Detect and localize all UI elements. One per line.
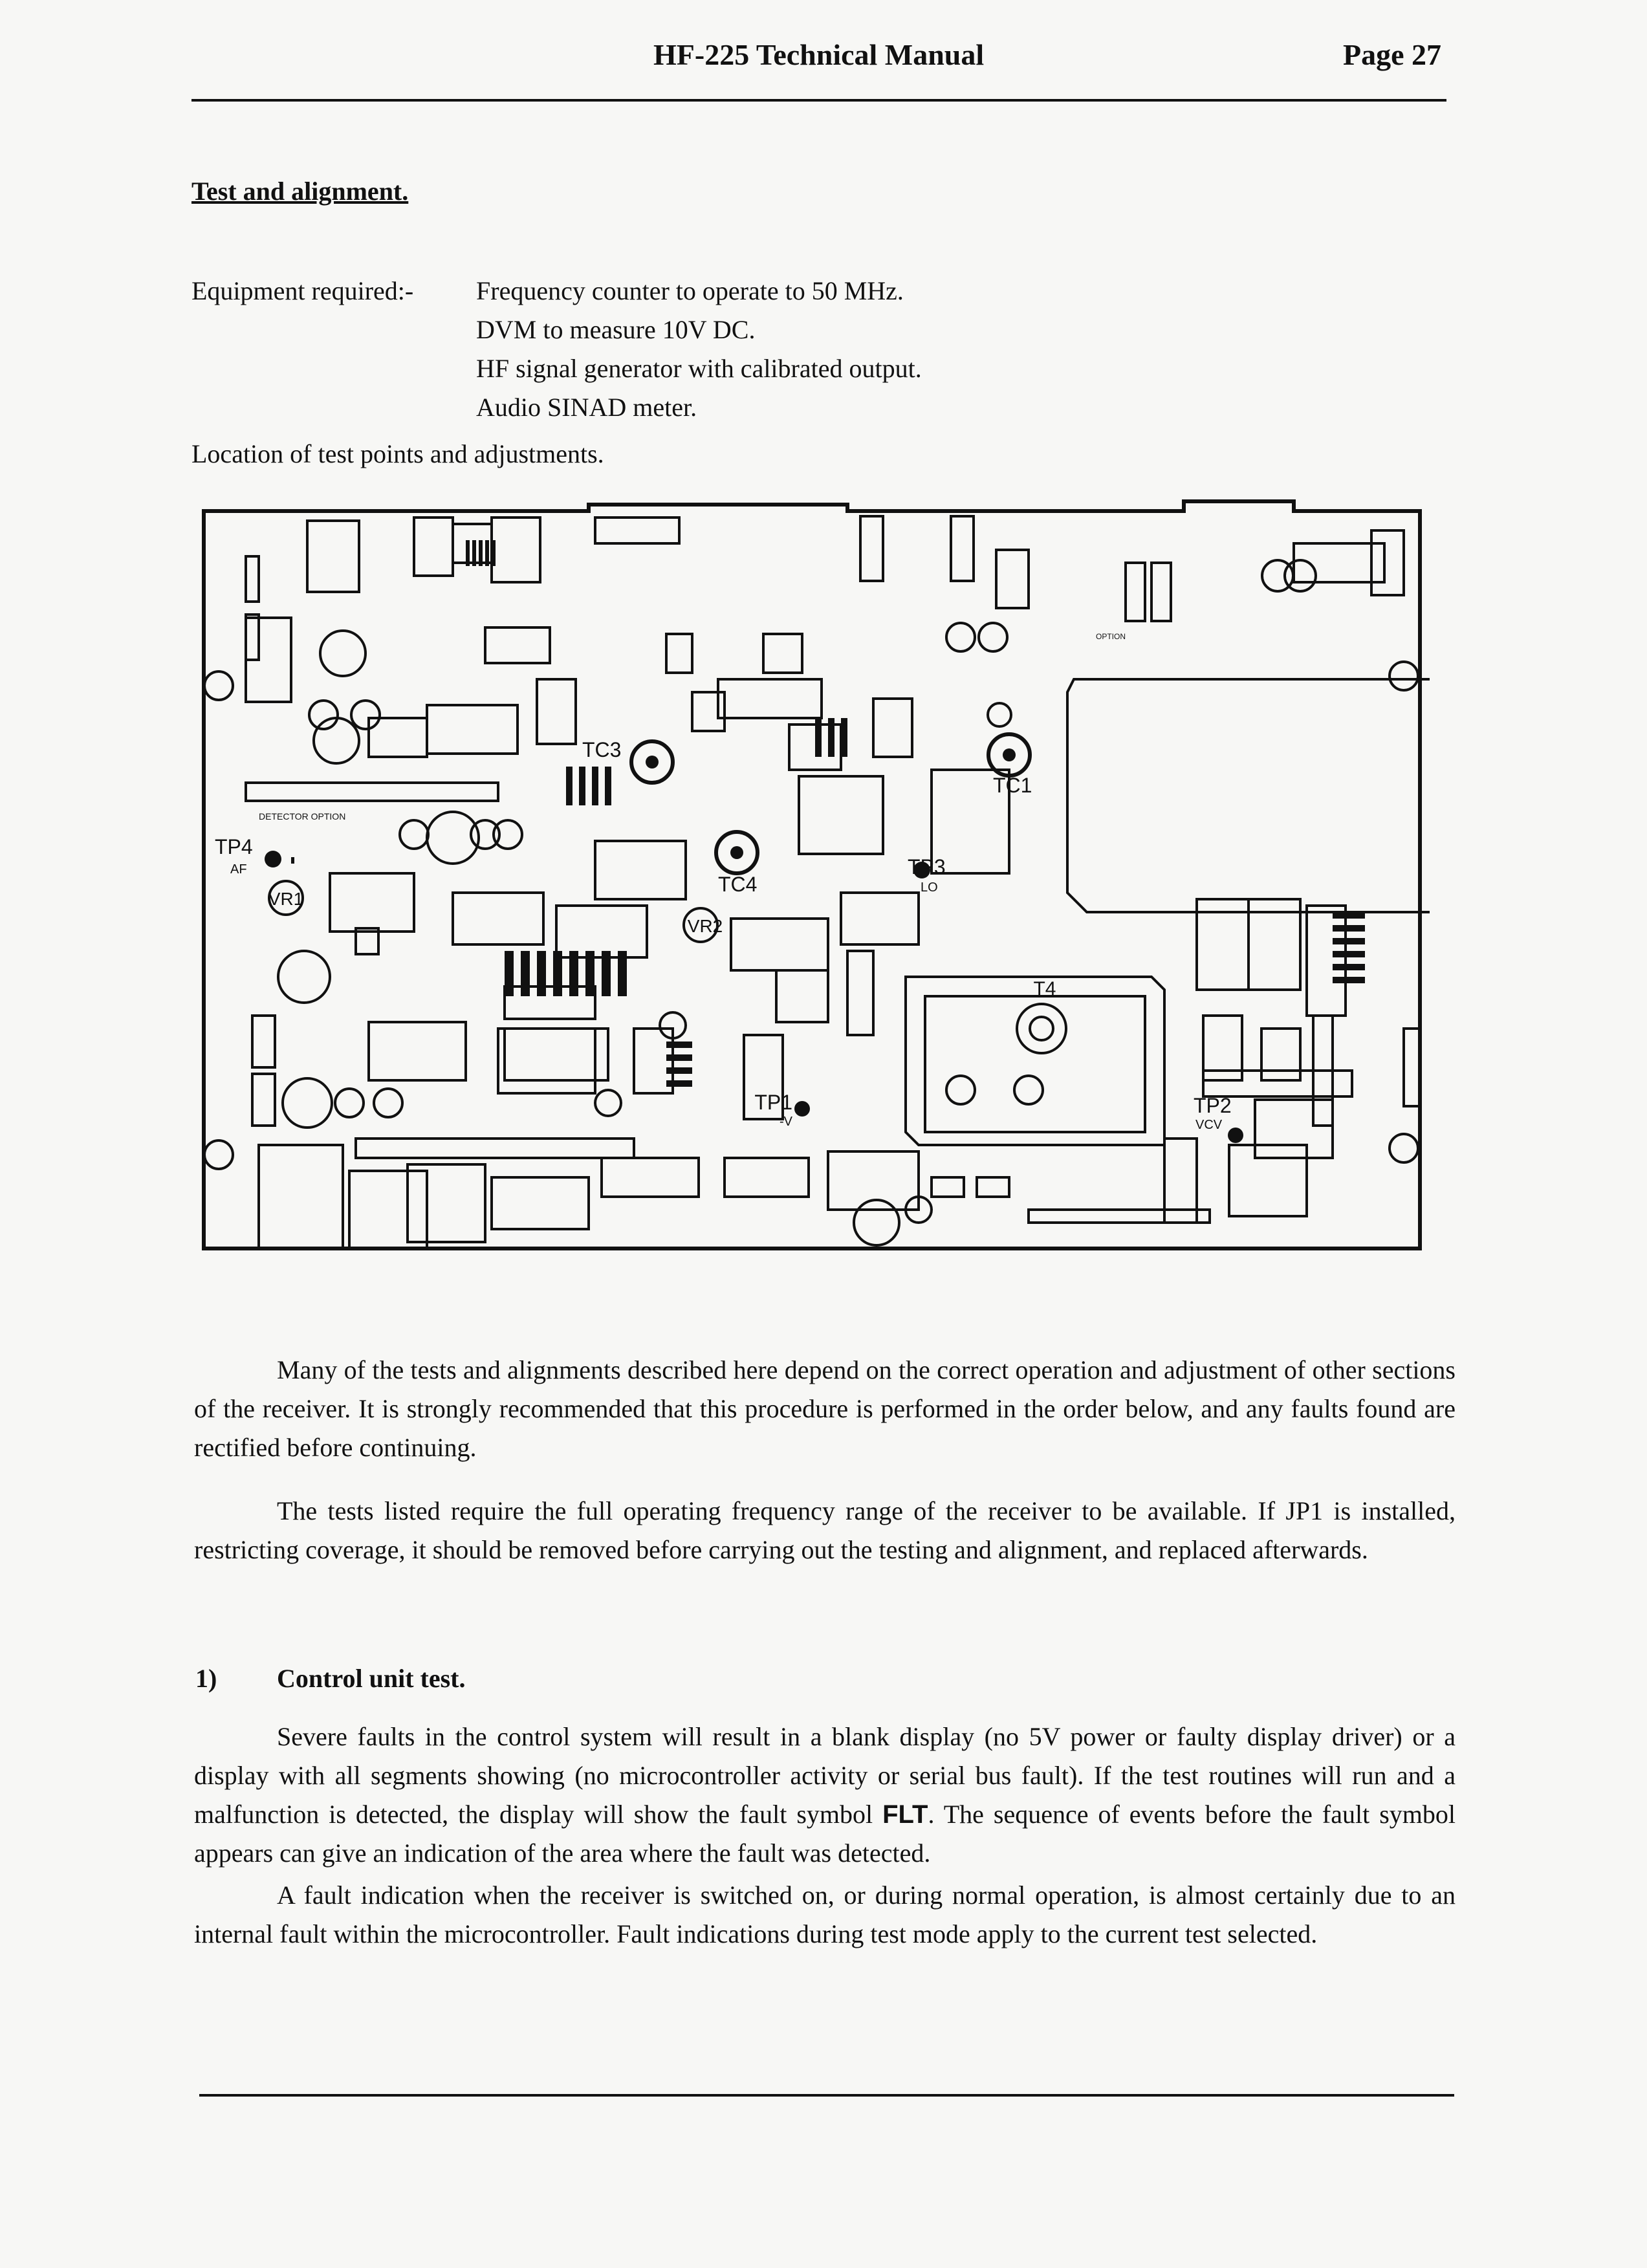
paragraph-3: Severe faults in the control system will result in a blank display (no 5V power or faulty display driver) or a display with all segments showing (no microcontroller activity or serial bus fault). If the test routines will run and a malfunction is detected, the display will show the fault symbol FLT. The sequence of events before the fault symbol appears can give an indication of the area where the fault was detected. [194,1722,1456,1868]
tp4-sub-label: AF [230,862,247,877]
tp3-sub-label: LO [921,880,938,895]
tp3-label: TP3 [908,855,946,878]
step-number: 1) [195,1664,217,1693]
tp4-label: TP4 [215,835,253,858]
equipment-label: Equipment required:- [191,276,414,305]
equipment-item: DVM to measure 10V DC. [476,315,756,344]
vr1-label: VR1 [268,889,304,909]
equipment-item: Audio SINAD meter. [476,393,697,422]
tc3-label: TC3 [582,738,622,761]
detector-option-label: DETECTOR OPTION [259,811,346,822]
paragraph-2: The tests listed require the full operating frequency range of the receiver to be available. If JP1 is installed, restricting coverage, it should be removed before carrying out the testing and alignment, and replaced afterwards. [194,1496,1456,1564]
header-rule [191,99,1446,102]
equipment-item: Frequency counter to operate to 50 MHz. [476,276,904,305]
header-title: HF-225 Technical Manual [653,38,985,71]
tc1-label: TC1 [993,774,1032,797]
tp1-label: TP1 [754,1091,792,1114]
tp2-label: TP2 [1194,1094,1232,1117]
section-title: Test and alignment. [191,177,409,206]
vr2-label: VR2 [687,916,723,936]
equipment-item: HF signal generator with calibrated output. [476,354,922,383]
tp1-sub-label: -V [780,1115,792,1129]
paragraph-4: A fault indication when the receiver is switched on, or during normal operation, is almost certainly due to an internal fault within the microcontroller. Fault indications during test mode apply to the current test selected. [194,1881,1456,1948]
step-title: Control unit test. [277,1664,466,1693]
fault-symbol: FLT [882,1800,928,1829]
page-number: Page 27 [1343,38,1442,71]
t4-label: T4 [1033,978,1056,999]
paragraph-1: Many of the tests and alignments described here depend on the correct operation and adjustment of other sections of the receiver. It is strongly recommended that this procedure is performed in the order below, and any faults found are rectified before continuing. [194,1355,1456,1462]
footer-rule [199,2094,1454,2097]
figure-caption: Location of test points and adjustments. [191,439,604,468]
tp2-sub-label: VCV [1195,1118,1223,1132]
equipment-list [476,272,922,427]
pcb-layout-diagram [194,498,1430,1261]
option-label: OPTION [1095,632,1126,641]
tc4-label: TC4 [718,873,758,896]
